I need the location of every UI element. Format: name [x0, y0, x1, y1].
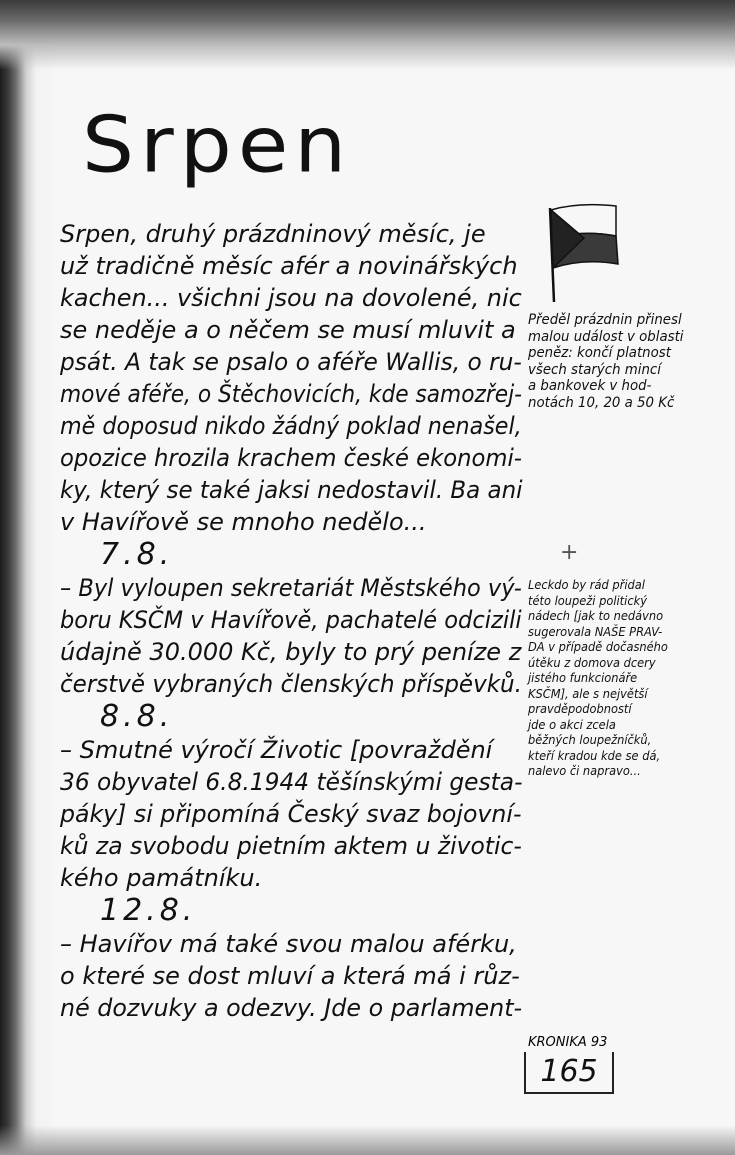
text-line: Srpen, druhý prázdninový měsíc, je	[60, 220, 486, 248]
note-line: kteří kradou kde se dá,	[528, 748, 661, 763]
note-line: všech starých mincí	[528, 361, 661, 378]
page-title: Srpen	[82, 100, 353, 191]
chronicle-label: KRONIKA 93	[528, 1035, 608, 1050]
note-line: malou událost v oblasti	[528, 328, 684, 345]
entry-text-line: – Smutné výročí Životic [povraždění	[60, 736, 493, 764]
note-line: této loupeži politický	[528, 593, 647, 608]
note-line: jde o akci zcela	[528, 717, 616, 732]
text-line: ky, který se také jaksi nedostavil. Ba ani	[60, 476, 523, 504]
entry-text-line: údajně 30.000 Kč, byly to prý peníze z	[60, 638, 522, 666]
text-line: v Havířově se mnoho nedělo...	[60, 508, 427, 536]
note-line: nalevo či napravo...	[528, 764, 641, 778]
entry-text-line: kého památníku.	[60, 864, 263, 892]
note-line: notách 10, 20 a 50 Kč	[528, 394, 675, 411]
page-top-shadow	[0, 0, 735, 70]
cross-mark: +	[560, 540, 579, 565]
note-line: pravděpodobností	[528, 702, 632, 716]
entry-text-line: o které se dost mluví a která má i růz-	[60, 962, 520, 990]
note-line: běžných loupežníčků,	[528, 733, 652, 747]
main-text	[60, 218, 522, 1024]
text-line: psát. A tak se psalo o aféře Wallis, o ru-	[60, 348, 522, 376]
entry-text-line: čerstvě vybraných členských příspěvků.	[60, 670, 522, 698]
entry-text-line: ků za svobodu pietním aktem u životic-	[60, 832, 522, 860]
entry-text-line: páky] si připomíná Český svaz bojovní-	[60, 800, 522, 828]
entry-text-line: boru KSČM v Havířově, pachatelé odcizili	[60, 606, 522, 634]
text-line: mové aféře, o Štěchovicích, kde samozřej-	[60, 380, 522, 408]
note-line: a bankovek v hod-	[528, 378, 652, 394]
text-line: kachen... všichni jsou na dovolené, nic	[60, 284, 522, 312]
entry-date: 7.8.	[100, 537, 174, 572]
note-line: nádech [jak to nedávno	[528, 609, 664, 623]
text-line: se neděje a o něčem se musí mluvit a	[60, 316, 516, 344]
page-number: 165	[524, 1052, 614, 1094]
note-line: peněz: končí platnost	[528, 345, 671, 361]
entry-text-line: – Havířov má také svou malou aférku,	[60, 930, 517, 958]
entry-text-line: né dozvuky a odezvy. Jde o parlament-	[60, 994, 523, 1022]
side-note-currency	[528, 312, 735, 411]
entry-text-line: 36 obyvatel 6.8.1944 těšínskými gesta-	[60, 768, 523, 796]
note-line: sugerovala NAŠE PRAV-	[528, 624, 663, 639]
entry-date: 8.8.	[100, 699, 174, 734]
note-line: jistého funkcionáře	[528, 671, 638, 685]
czech-flag-drawing	[538, 200, 628, 305]
note-line: Předěl prázdnin přinesl	[528, 312, 682, 328]
entry-text-line: – Byl vyloupen sekretariát Městského vý-	[60, 574, 522, 602]
note-line: DA v případě dočasného	[528, 640, 668, 654]
text-line: už tradičně měsíc afér a novinářských	[60, 252, 518, 280]
note-line: útěku z domova dcery	[528, 655, 656, 670]
side-note-robbery	[528, 578, 735, 780]
text-line: mě doposud nikdo žádný poklad nenašel,	[60, 412, 522, 440]
note-line: KSČM], ale s největší	[528, 686, 648, 701]
text-line: opozice hrozila krachem české ekonomi-	[60, 444, 522, 472]
note-line: Leckdo by rád přidal	[528, 578, 645, 592]
entry-date: 12.8.	[100, 893, 197, 928]
page-bottom-shadow	[0, 1125, 735, 1155]
